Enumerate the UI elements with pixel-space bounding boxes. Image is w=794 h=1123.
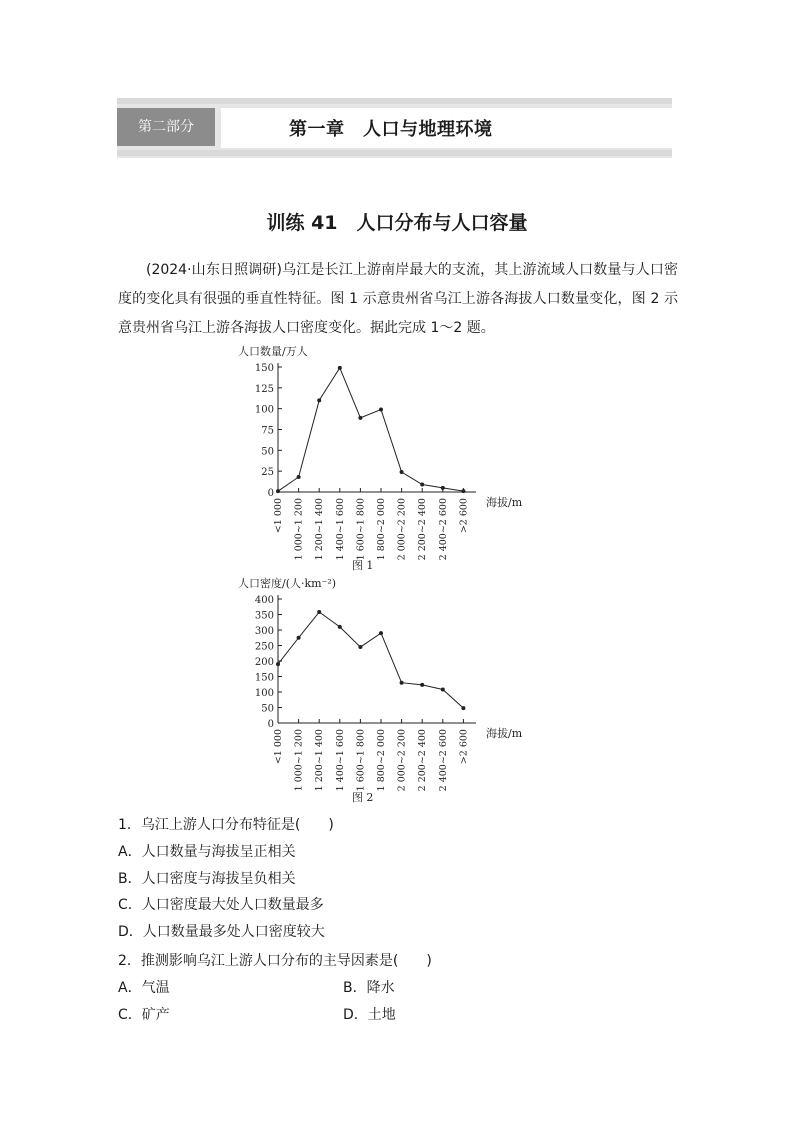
- y-tick-label: 200: [254, 657, 274, 668]
- x-tick-label: >2 600: [458, 498, 470, 534]
- y-tick-label: 400: [254, 595, 274, 606]
- part-label: 第二部分: [117, 108, 215, 146]
- x-tick-label: 2 200~2 400: [417, 729, 429, 792]
- y-tick-label: 350: [254, 610, 274, 622]
- x-tick-label: 2 400~2 600: [437, 729, 449, 792]
- question-1-option-a: A．人口数量与海拔呈正相关: [118, 844, 296, 860]
- question-1-option-d: D．人口数量最多处人口密度较大: [118, 924, 325, 940]
- data-point: [461, 706, 465, 710]
- data-point: [400, 681, 404, 685]
- question-1-option-c: C．人口密度最大处人口数量最多: [118, 897, 324, 913]
- data-point: [420, 483, 424, 487]
- intro-paragraph: (2024·山东日照调研)乌江是长江上游南岸最大的支流，其上游流域人口数量与人口密度的变化具有很强的垂直性特征。图 1 示意贵州省乌江上游各海拔人口数量变化，图 2 示意贵州省乌江上游各海拔人口密度变化。据此完成 1～2 题。: [118, 262, 678, 336]
- figure-caption: 图 2: [351, 791, 374, 804]
- x-tick-label: 1 400~1 600: [334, 729, 346, 792]
- x-tick-label: 1 200~1 400: [314, 729, 326, 792]
- figure-2-chart: [0, 575, 794, 810]
- x-tick-label: <1 000: [273, 729, 284, 765]
- y-tick-label: 0: [267, 488, 274, 499]
- question-1-stem: 1．乌江上游人口分布特征是( ): [118, 817, 334, 833]
- data-point: [297, 475, 301, 479]
- question-2-option-d: D．土地: [343, 1007, 396, 1023]
- x-tick-label: 1 200~1 400: [314, 498, 326, 561]
- data-point: [317, 398, 321, 402]
- y-axis-label: 人口密度/(人·km⁻²): [238, 577, 337, 590]
- figure-caption: 图 1: [351, 559, 374, 572]
- y-tick-label: 125: [254, 383, 274, 395]
- y-tick-label: 150: [254, 672, 274, 684]
- data-point: [420, 683, 424, 687]
- y-tick-label: 0: [267, 719, 274, 730]
- data-point: [400, 470, 404, 474]
- x-axis-label: 海拔/m: [486, 496, 523, 509]
- y-tick-label: 100: [254, 688, 274, 699]
- x-tick-label: 2 000~2 200: [396, 498, 408, 561]
- x-tick-label: 1 000~1 200: [293, 729, 305, 792]
- series-line: [278, 612, 463, 708]
- header-bottom-stripe: [117, 150, 672, 156]
- question-1-option-b: B．人口密度与海拔呈负相关: [118, 871, 296, 887]
- y-tick-label: 75: [261, 425, 274, 437]
- data-point: [379, 631, 383, 635]
- data-point: [338, 625, 342, 629]
- x-tick-label: <1 000: [273, 498, 284, 534]
- question-2-option-c: C．矿产: [118, 1007, 170, 1023]
- data-point: [461, 489, 465, 493]
- x-tick-label: 2 200~2 400: [417, 498, 429, 561]
- data-point: [379, 408, 383, 412]
- y-axis-label: 人口数量/万人: [238, 345, 308, 358]
- data-point: [276, 489, 280, 493]
- x-tick-label: >2 600: [458, 729, 470, 765]
- x-tick-label: 1 800~2 000: [376, 498, 387, 561]
- data-point: [297, 636, 301, 640]
- series-line: [278, 368, 463, 491]
- data-point: [338, 366, 342, 370]
- data-point: [358, 416, 362, 420]
- x-tick-label: 1 400~1 600: [334, 498, 346, 561]
- header-top-stripe: [117, 98, 672, 104]
- data-point: [276, 662, 280, 666]
- chapter-title: 第一章 人口与地理环境: [289, 119, 493, 140]
- x-tick-label: 1 000~1 200: [293, 498, 305, 561]
- x-tick-label: 2 000~2 200: [396, 729, 408, 792]
- x-axis-label: 海拔/m: [486, 727, 523, 740]
- question-2-option-b: B．降水: [343, 980, 395, 996]
- figure-1-chart: [0, 340, 794, 580]
- y-tick-label: 25: [261, 467, 274, 479]
- data-point: [441, 486, 445, 490]
- y-tick-label: 100: [254, 404, 274, 416]
- x-tick-label: 1 600~1 800: [355, 498, 367, 561]
- question-2-option-a: A．气温: [118, 980, 170, 996]
- training-title: 训练 41 人口分布与人口容量: [266, 212, 528, 234]
- question-2-stem: 2．推测影响乌江上游人口分布的主导因素是( ): [118, 953, 432, 969]
- y-tick-label: 50: [261, 446, 274, 458]
- y-tick-label: 250: [254, 641, 274, 653]
- y-tick-label: 300: [254, 626, 274, 637]
- x-tick-label: 2 400~2 600: [437, 498, 449, 561]
- y-tick-label: 50: [261, 703, 274, 715]
- x-tick-label: 1 600~1 800: [355, 729, 367, 792]
- data-point: [317, 610, 321, 614]
- data-point: [441, 688, 445, 692]
- data-point: [358, 645, 362, 649]
- x-tick-label: 1 800~2 000: [376, 729, 387, 792]
- y-tick-label: 150: [254, 363, 274, 374]
